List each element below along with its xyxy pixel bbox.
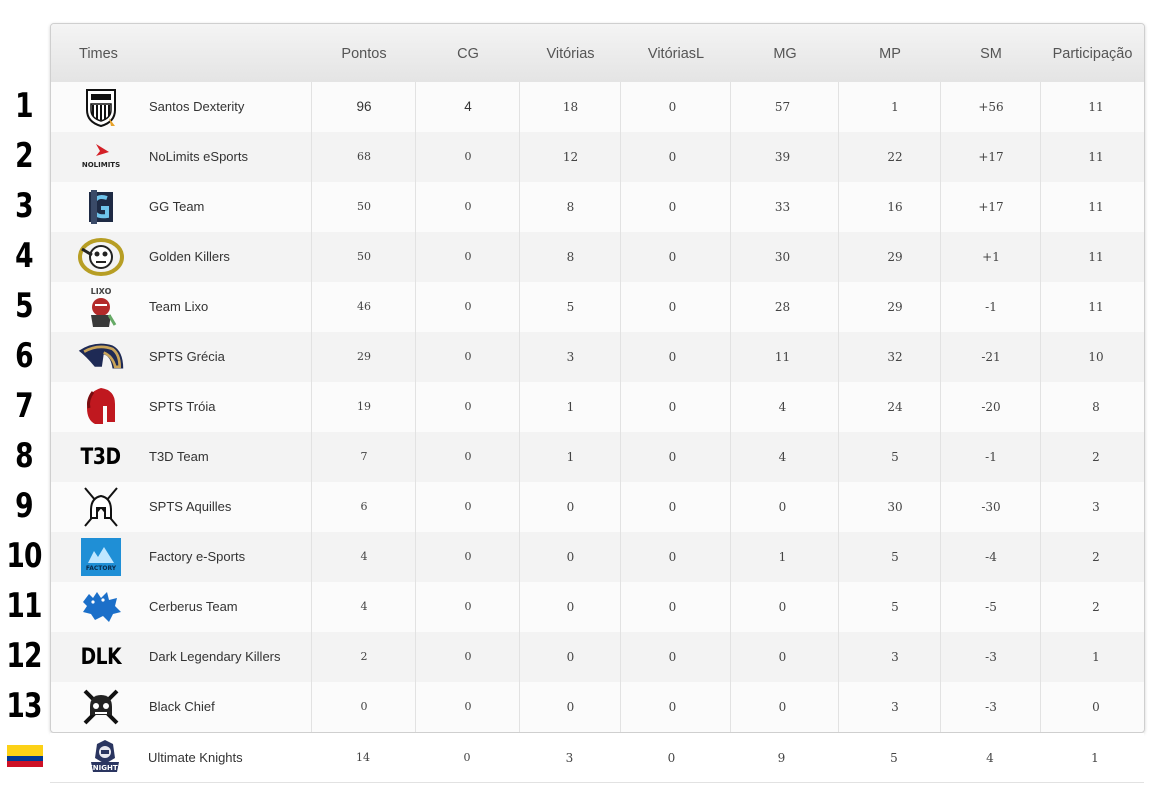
header-vitoriasl[interactable]: VitóriasL xyxy=(647,46,705,62)
header-mg[interactable]: MG xyxy=(773,46,797,62)
rank-number: 12 xyxy=(6,636,42,676)
rank-number: 3 xyxy=(15,186,33,226)
cell-vitorias: 12 xyxy=(562,150,579,164)
team-name[interactable]: Ultimate Knights xyxy=(148,750,243,765)
header-sm[interactable]: SM xyxy=(980,46,1002,62)
column-divider xyxy=(620,82,621,732)
rank-number: 10 xyxy=(6,536,42,576)
cell-pontos: 50 xyxy=(357,250,371,263)
cell-vitoriasl: 0 xyxy=(668,600,677,614)
cell-vitorias: 0 xyxy=(566,700,575,714)
table-row[interactable] xyxy=(51,132,1144,183)
factory-logo-icon xyxy=(77,537,125,577)
team-name[interactable]: T3D Team xyxy=(149,449,209,464)
cell-vitorias: 1 xyxy=(566,400,575,414)
cell-part: 2 xyxy=(1092,450,1100,464)
cell-mg: 4 xyxy=(778,450,787,464)
cell-mp: 24 xyxy=(887,400,903,414)
table-row[interactable] xyxy=(51,282,1144,333)
cell-mg: 0 xyxy=(778,600,787,614)
table-row[interactable] xyxy=(51,632,1144,683)
cell-cg: 0 xyxy=(464,650,472,663)
cell-sm: 4 xyxy=(986,751,994,765)
cell-cg: 0 xyxy=(464,200,472,213)
cell-mg: 30 xyxy=(774,250,791,264)
cell-vitorias: 0 xyxy=(566,500,575,514)
cell-part: 11 xyxy=(1088,150,1104,164)
cell-vitoriasl: 0 xyxy=(668,400,677,414)
svg-text:NOLIMITS: NOLIMITS xyxy=(81,161,121,169)
table-row[interactable] xyxy=(51,232,1144,283)
table-row[interactable] xyxy=(51,182,1144,233)
team-name[interactable]: SPTS Tróia xyxy=(149,399,216,414)
cell-cg: 0 xyxy=(464,250,472,263)
cell-mp: 5 xyxy=(891,550,899,564)
column-divider xyxy=(838,82,839,732)
table-row[interactable] xyxy=(51,532,1144,583)
cell-vitoriasl: 0 xyxy=(667,751,676,765)
column-divider xyxy=(730,82,731,732)
cell-pontos: 29 xyxy=(357,350,371,363)
cell-vitorias: 5 xyxy=(566,300,575,314)
team-name[interactable]: SPTS Aquilles xyxy=(149,499,232,514)
cell-sm: +1 xyxy=(982,250,1000,264)
svg-text:LIXO: LIXO xyxy=(90,287,112,296)
cell-mg: 0 xyxy=(778,700,787,714)
dlk-logo-text: DLK xyxy=(80,644,122,670)
cell-pontos: 6 xyxy=(360,500,368,513)
ultimate-knights-logo-icon xyxy=(81,738,129,778)
black-chief-skull-icon xyxy=(77,687,125,727)
cell-part: 2 xyxy=(1092,600,1100,614)
table-row[interactable] xyxy=(51,382,1144,433)
cell-pontos: 0 xyxy=(360,700,368,713)
cell-sm: -1 xyxy=(985,450,997,464)
team-name[interactable]: Factory e-Sports xyxy=(149,549,246,564)
cell-mg: 0 xyxy=(778,500,787,514)
team-name[interactable]: Cerberus Team xyxy=(149,599,238,614)
cell-mg: 57 xyxy=(774,100,791,114)
cell-part: 11 xyxy=(1088,200,1104,214)
cell-sm: -5 xyxy=(985,600,997,614)
rank-number: 13 xyxy=(6,686,42,726)
cell-part: 8 xyxy=(1092,400,1100,414)
cell-vitoriasl: 0 xyxy=(668,350,677,364)
cell-vitorias: 0 xyxy=(566,600,575,614)
header-pontos[interactable]: Pontos xyxy=(341,46,387,62)
svg-text:FACTORY: FACTORY xyxy=(85,565,117,572)
cell-sm: +56 xyxy=(978,100,1004,114)
cell-vitoriasl: 0 xyxy=(668,700,677,714)
crossed-spears-helmet-icon xyxy=(77,487,125,527)
team-name[interactable]: Dark Legendary Killers xyxy=(149,649,281,664)
cell-sm: -3 xyxy=(985,650,997,664)
cell-mp: 3 xyxy=(891,700,899,714)
santos-crest-icon xyxy=(77,87,125,127)
cell-sm: -21 xyxy=(981,350,1001,364)
cell-pontos: 4 xyxy=(360,600,368,613)
cell-pontos: 19 xyxy=(357,400,371,413)
standings-table xyxy=(50,23,1145,733)
cell-cg: 0 xyxy=(464,550,472,563)
rank-number: 11 xyxy=(6,586,42,626)
cell-vitorias: 0 xyxy=(566,650,575,664)
cell-mp: 29 xyxy=(887,300,903,314)
cell-part: 11 xyxy=(1088,300,1104,314)
cell-part: 2 xyxy=(1092,550,1100,564)
cell-part: 10 xyxy=(1088,350,1104,364)
cell-part: 11 xyxy=(1088,100,1104,114)
spartan-helmet-gold-icon xyxy=(77,337,125,377)
cell-vitorias: 0 xyxy=(566,550,575,564)
cell-sm: -1 xyxy=(985,300,997,314)
cell-cg: 0 xyxy=(464,450,472,463)
cell-vitorias: 3 xyxy=(565,751,574,765)
cell-vitoriasl: 0 xyxy=(668,650,677,664)
cell-sm: -4 xyxy=(985,550,997,564)
table-row[interactable] xyxy=(51,432,1144,483)
table-header xyxy=(51,24,1144,83)
team-name[interactable]: Black Chief xyxy=(149,699,215,714)
cell-part: 11 xyxy=(1088,250,1104,264)
cell-mg: 28 xyxy=(774,300,791,314)
cell-vitoriasl: 0 xyxy=(668,150,677,164)
cell-vitoriasl: 0 xyxy=(668,100,677,114)
cell-vitoriasl: 0 xyxy=(668,550,677,564)
cell-vitoriasl: 0 xyxy=(668,300,677,314)
cell-sm: -20 xyxy=(981,400,1001,414)
rank-number: 1 xyxy=(15,86,33,126)
cell-vitoriasl: 0 xyxy=(668,250,677,264)
cell-cg: 0 xyxy=(464,150,472,163)
cell-sm: -30 xyxy=(981,500,1001,514)
table-row[interactable] xyxy=(51,332,1144,383)
header-cg[interactable]: CG xyxy=(457,46,479,62)
team-name[interactable]: Team Lixo xyxy=(149,299,209,314)
dlk-text-logo xyxy=(77,637,125,677)
cell-cg: 0 xyxy=(464,700,472,713)
cell-cg: 0 xyxy=(464,300,472,313)
cell-pontos: 4 xyxy=(360,550,368,563)
cell-mp: 3 xyxy=(891,650,899,664)
t3d-text-logo xyxy=(77,437,125,477)
cell-mg: 33 xyxy=(774,200,791,214)
cell-cg: 4 xyxy=(464,99,472,114)
header-mp[interactable]: MP xyxy=(879,46,901,62)
cell-pontos: 96 xyxy=(356,99,372,114)
cell-cg: 0 xyxy=(464,600,472,613)
rank-number: 9 xyxy=(15,486,33,526)
table-row[interactable] xyxy=(51,482,1144,533)
cell-vitoriasl: 0 xyxy=(668,500,677,514)
ultimate-knights-logo-text: KNIGHTS xyxy=(87,764,123,772)
cell-mp: 22 xyxy=(887,150,903,164)
cell-pontos: 68 xyxy=(357,150,371,163)
cell-mp: 29 xyxy=(887,250,903,264)
nolimits-logo-icon xyxy=(77,137,125,177)
cell-sm: -3 xyxy=(985,700,997,714)
rank-number: 2 xyxy=(15,136,33,176)
cell-vitorias: 1 xyxy=(566,450,575,464)
rank-number: 5 xyxy=(15,286,33,326)
cell-vitorias: 3 xyxy=(566,350,575,364)
cell-sm: +17 xyxy=(978,200,1004,214)
rank-number: 4 xyxy=(15,236,33,276)
column-divider xyxy=(311,82,312,732)
cell-cg: 0 xyxy=(464,500,472,513)
table-row[interactable] xyxy=(51,582,1144,633)
cell-sm: +17 xyxy=(978,150,1004,164)
team-name[interactable]: GG Team xyxy=(149,199,205,214)
cell-mp: 1 xyxy=(891,100,899,114)
cell-pontos: 46 xyxy=(357,300,371,313)
cell-cg: 0 xyxy=(463,751,471,764)
cell-mp: 5 xyxy=(890,751,898,765)
cell-mg: 39 xyxy=(774,150,791,164)
cell-pontos: 14 xyxy=(356,751,370,764)
cell-pontos: 50 xyxy=(357,200,371,213)
rank-number: 8 xyxy=(15,436,33,476)
cell-vitorias: 8 xyxy=(566,200,575,214)
cell-vitoriasl: 0 xyxy=(668,200,677,214)
cell-mg: 0 xyxy=(778,650,787,664)
cell-part: 3 xyxy=(1092,500,1100,514)
cell-cg: 0 xyxy=(464,400,472,413)
cell-pontos: 7 xyxy=(360,450,368,463)
cell-part: 1 xyxy=(1092,650,1100,664)
golden-killers-logo-icon xyxy=(77,237,125,277)
cerberus-logo-icon xyxy=(77,587,125,627)
cell-mg: 4 xyxy=(778,400,787,414)
team-name[interactable]: Santos Dexterity xyxy=(149,99,245,114)
flag-red-band xyxy=(7,761,43,767)
cell-pontos: 2 xyxy=(360,650,368,663)
team-name[interactable]: NoLimits eSports xyxy=(149,149,248,164)
cell-mp: 5 xyxy=(891,450,899,464)
header-participacao[interactable]: Participação xyxy=(1052,46,1133,62)
cell-mp: 5 xyxy=(891,600,899,614)
column-divider xyxy=(940,82,941,732)
colombia-flag-icon xyxy=(7,745,43,767)
rank-number: 7 xyxy=(15,386,33,426)
cell-cg: 0 xyxy=(464,350,472,363)
cell-mg: 11 xyxy=(774,350,791,364)
t3d-logo-text: T3D xyxy=(80,444,122,470)
cell-part: 0 xyxy=(1092,700,1100,714)
flag-yellow-band xyxy=(7,745,43,756)
rank-number: 6 xyxy=(15,336,33,376)
column-divider xyxy=(415,82,416,732)
column-divider xyxy=(1040,82,1041,732)
cell-mp: 30 xyxy=(887,500,903,514)
table-row[interactable] xyxy=(51,82,1144,133)
header-times[interactable]: Times xyxy=(79,46,118,62)
cell-vitoriasl: 0 xyxy=(668,450,677,464)
team-lixo-logo-icon xyxy=(77,287,125,327)
cell-vitorias: 8 xyxy=(566,250,575,264)
team-name[interactable]: SPTS Grécia xyxy=(149,349,225,364)
cell-mp: 16 xyxy=(887,200,903,214)
cell-mp: 32 xyxy=(887,350,903,364)
cell-mg: 9 xyxy=(777,751,786,765)
cell-vitorias: 18 xyxy=(562,100,579,114)
spartan-helmet-red-icon xyxy=(77,387,125,427)
cell-mg: 1 xyxy=(778,550,787,564)
team-name[interactable]: Golden Killers xyxy=(149,249,230,264)
header-vitorias[interactable]: Vitórias xyxy=(546,46,595,62)
gg-team-logo-icon xyxy=(77,187,125,227)
table-row[interactable] xyxy=(51,682,1144,733)
cell-participacao: 1 xyxy=(1091,751,1099,765)
column-divider xyxy=(519,82,520,732)
extra-team-row xyxy=(50,733,1144,783)
